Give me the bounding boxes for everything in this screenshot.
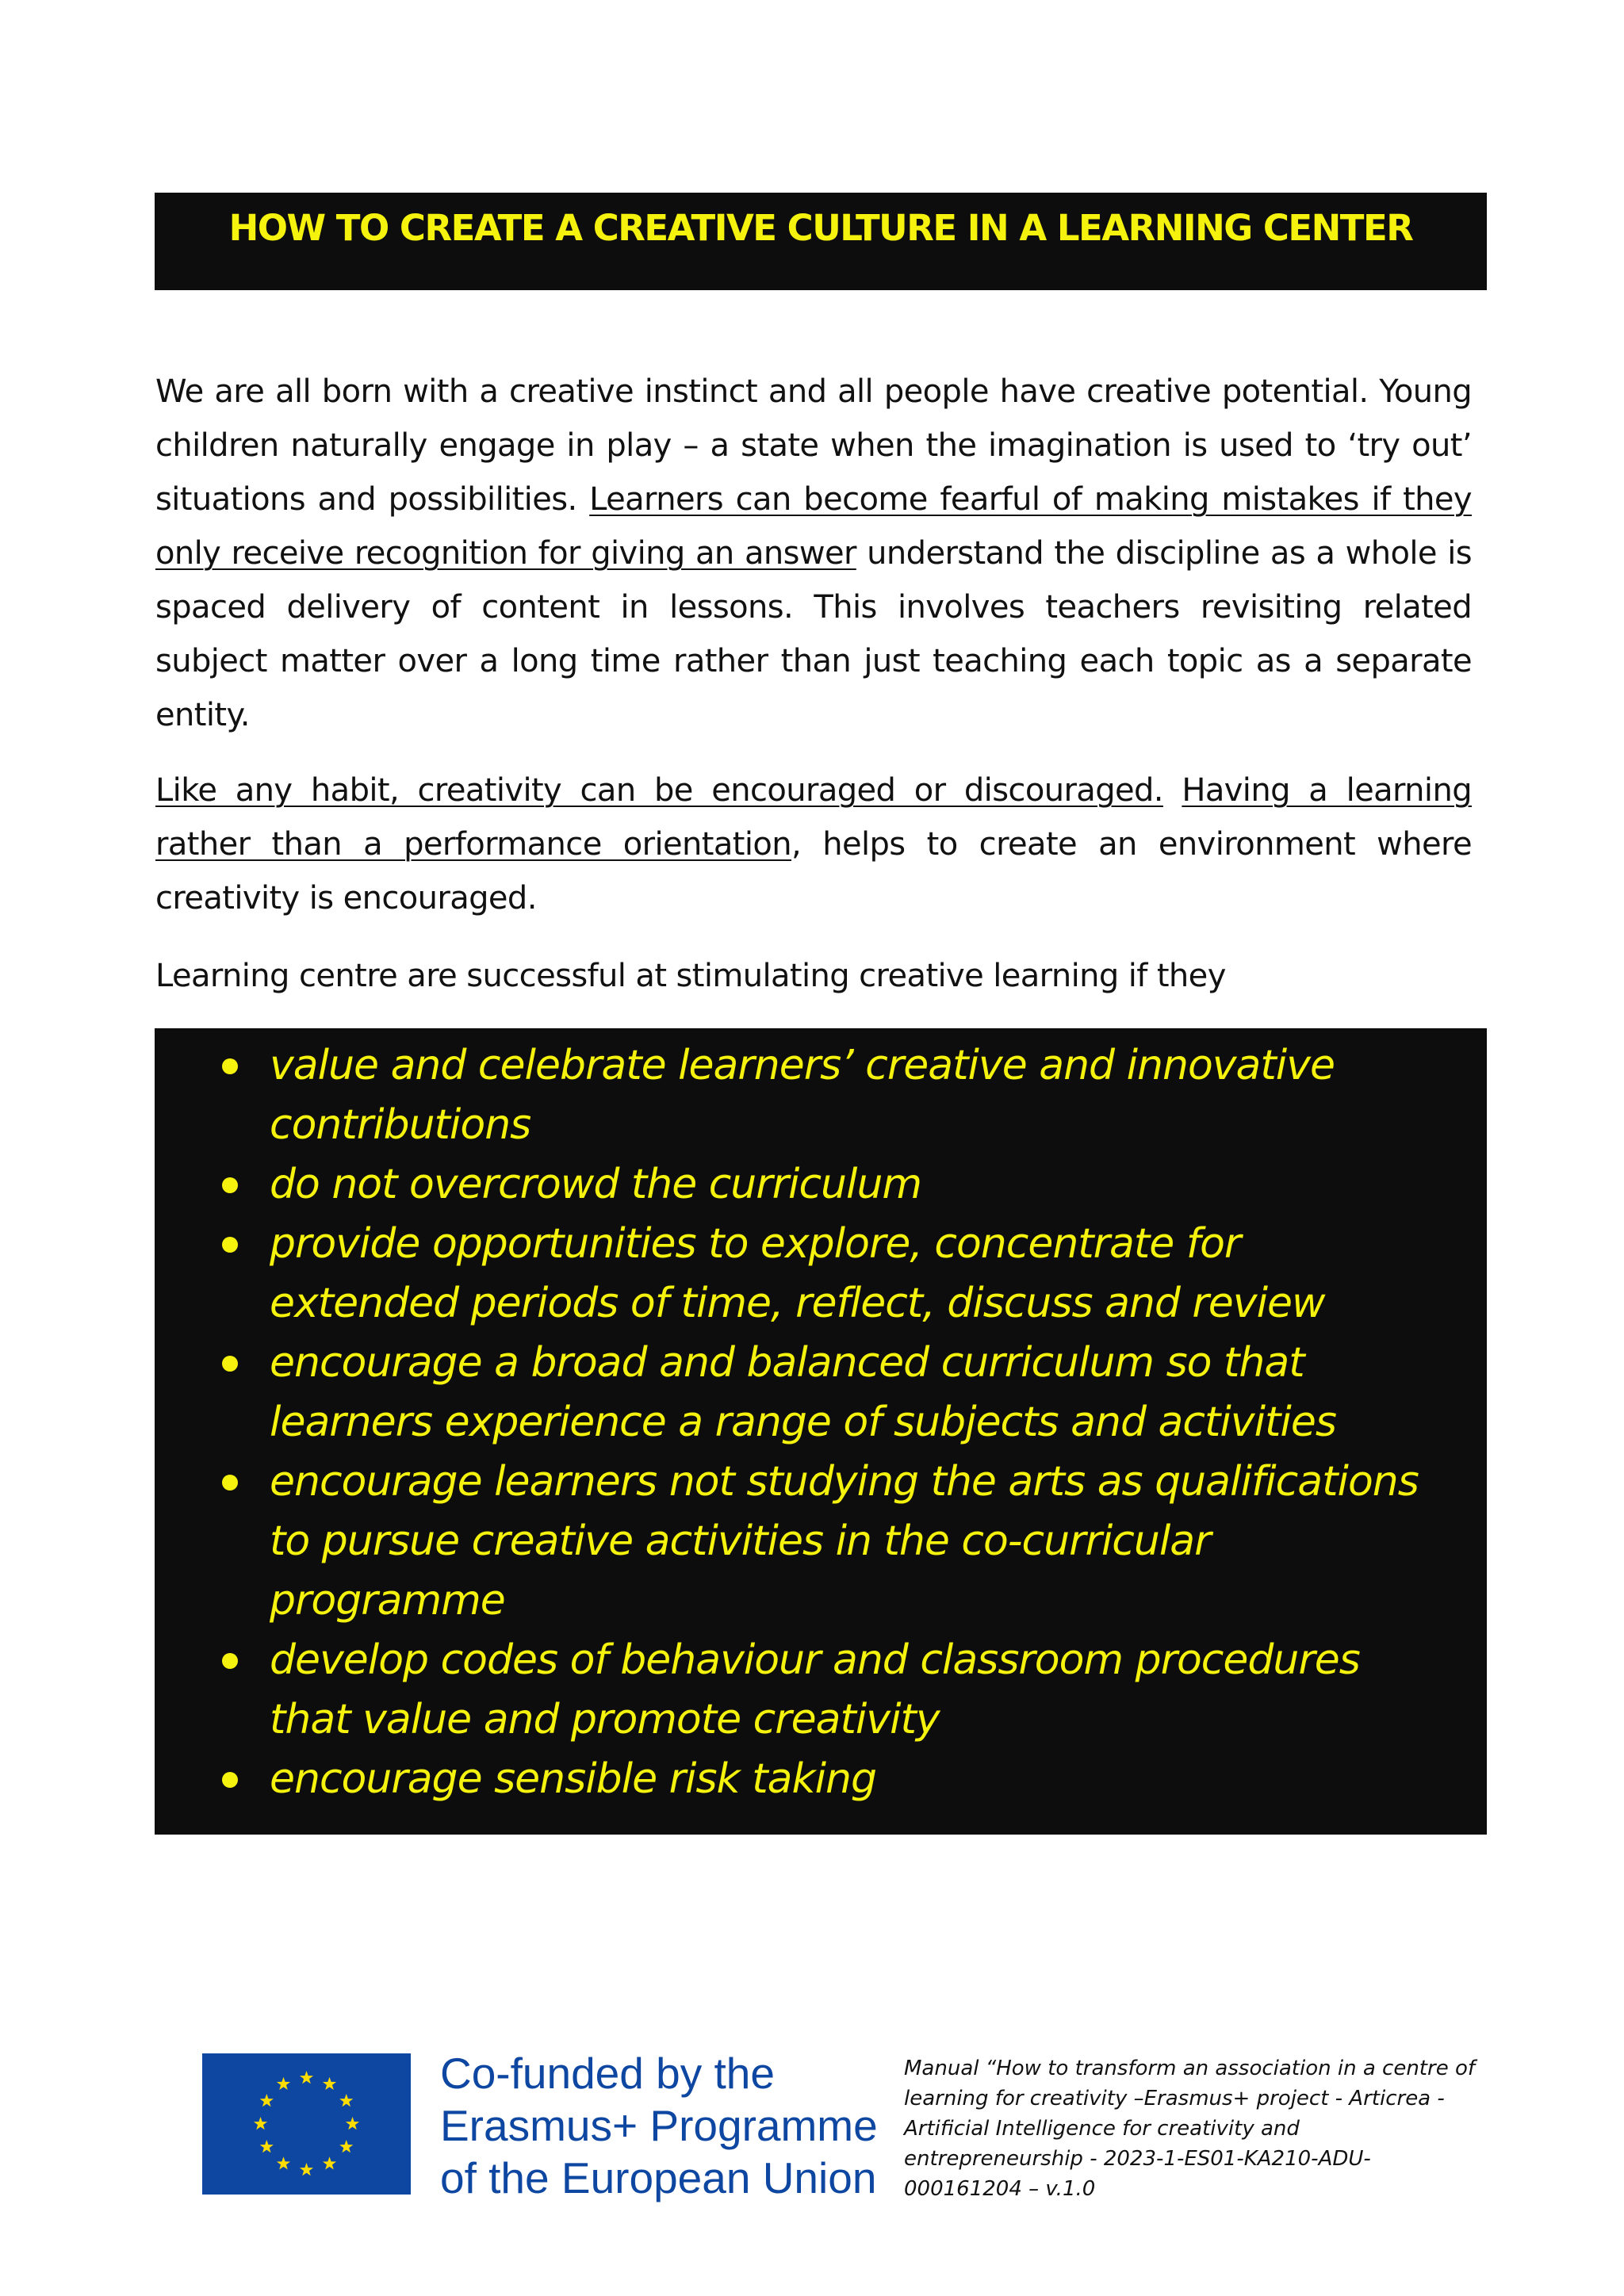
list-item-text: value and celebrate learners’ creative and innovative contributions	[270, 1042, 1335, 1149]
eu-stars-icon	[202, 2053, 411, 2195]
list-item	[222, 1155, 1439, 1215]
star-icon	[323, 2077, 336, 2090]
list-item-text: encourage learners not studying the arts as qualifications to pursue creative activities in the co-curricular programme	[270, 1458, 1419, 1624]
bullet-panel	[155, 1028, 1487, 1835]
star-icon	[277, 2156, 290, 2169]
bullet-dot-icon	[222, 1237, 238, 1253]
underlined-text-mistakes: Learners can become fearful of making mistakes if they only receive recognition for giving an answer	[155, 481, 1472, 572]
underlined-text-orientation: Having a learning rather than a performance orientation	[155, 772, 1472, 863]
star-icon	[339, 2094, 353, 2107]
cofunded-line: of the European Union	[440, 2153, 877, 2202]
list-item-text: provide opportunities to explore, concentrate for extended periods of time, reflect, discuss and review	[270, 1220, 1325, 1327]
cofunded-logo-text	[440, 2047, 878, 2204]
star-icon	[300, 2163, 313, 2175]
star-icon	[346, 2117, 359, 2130]
intro-text: We are all born with a creative instinct and all people have creative potential. Young children naturally engage in play – a state when the imagination is used to ‘try out’ situations and possibilities.	[155, 373, 1472, 518]
list-item	[222, 1215, 1439, 1334]
star-icon	[260, 2094, 274, 2107]
list-item-text: do not overcrowd the curriculum	[270, 1161, 922, 1208]
list-item	[222, 1750, 1439, 1809]
bullet-dot-icon	[222, 1772, 238, 1788]
manual-note: Manual “How to transform an association in a centre of learning for creativity –Erasmus+ project - Articrea - Artificial Intelligence for creativity and entrepreneurship - 2023-1-ES01-KA210-ADU-000161204 – v.1.0	[904, 2057, 1476, 2201]
page-title: HOW TO CREATE A CREATIVE CULTURE IN A LEARNING CENTER	[228, 207, 1413, 249]
list-item-text: encourage a broad and balanced curriculum so that learners experience a range of subjects and activities	[270, 1339, 1336, 1446]
habit-paragraph	[155, 763, 1472, 925]
star-icon	[260, 2140, 274, 2152]
list-item	[222, 1334, 1439, 1452]
title-banner	[155, 193, 1487, 290]
intro-text-rest: understand the discipline as a whole is spaced delivery of content in lessons. This involves teachers revisiting related subject matter over a long time rather than just teaching each topic as a separate entity.	[155, 535, 1472, 733]
list-item-text: encourage sensible risk taking	[270, 1755, 876, 1803]
bullet-dot-icon	[222, 1653, 238, 1669]
eu-flag-icon	[202, 2053, 411, 2195]
lead-in-paragraph: Learning centre are successful at stimulating creative learning if they	[155, 958, 1226, 994]
cofunded-line: Co-funded by the	[440, 2049, 775, 2098]
star-icon	[300, 2071, 313, 2084]
bullet-dot-icon	[222, 1356, 238, 1372]
list-item-text: develop codes of behaviour and classroom procedures that value and promote creativity	[270, 1636, 1360, 1743]
spacer-text	[1163, 772, 1182, 809]
bullet-dot-icon	[222, 1058, 238, 1074]
list-item	[222, 1631, 1439, 1750]
cofunded-line: Erasmus+ Programme	[440, 2101, 878, 2150]
intro-paragraph	[155, 365, 1472, 742]
underlined-text-habit: Like any habit, creativity can be encouraged or discouraged.	[155, 772, 1163, 809]
habit-text-rest: , helps to create an environment where creativity is encouraged.	[155, 826, 1472, 916]
star-icon	[339, 2140, 353, 2152]
list-item	[222, 1452, 1439, 1631]
bullet-list	[222, 1036, 1439, 1809]
list-item	[222, 1036, 1439, 1155]
bullet-dot-icon	[222, 1177, 238, 1193]
star-icon	[323, 2156, 336, 2169]
star-icon	[254, 2117, 267, 2130]
star-icon	[277, 2077, 290, 2090]
bullet-dot-icon	[222, 1475, 238, 1490]
